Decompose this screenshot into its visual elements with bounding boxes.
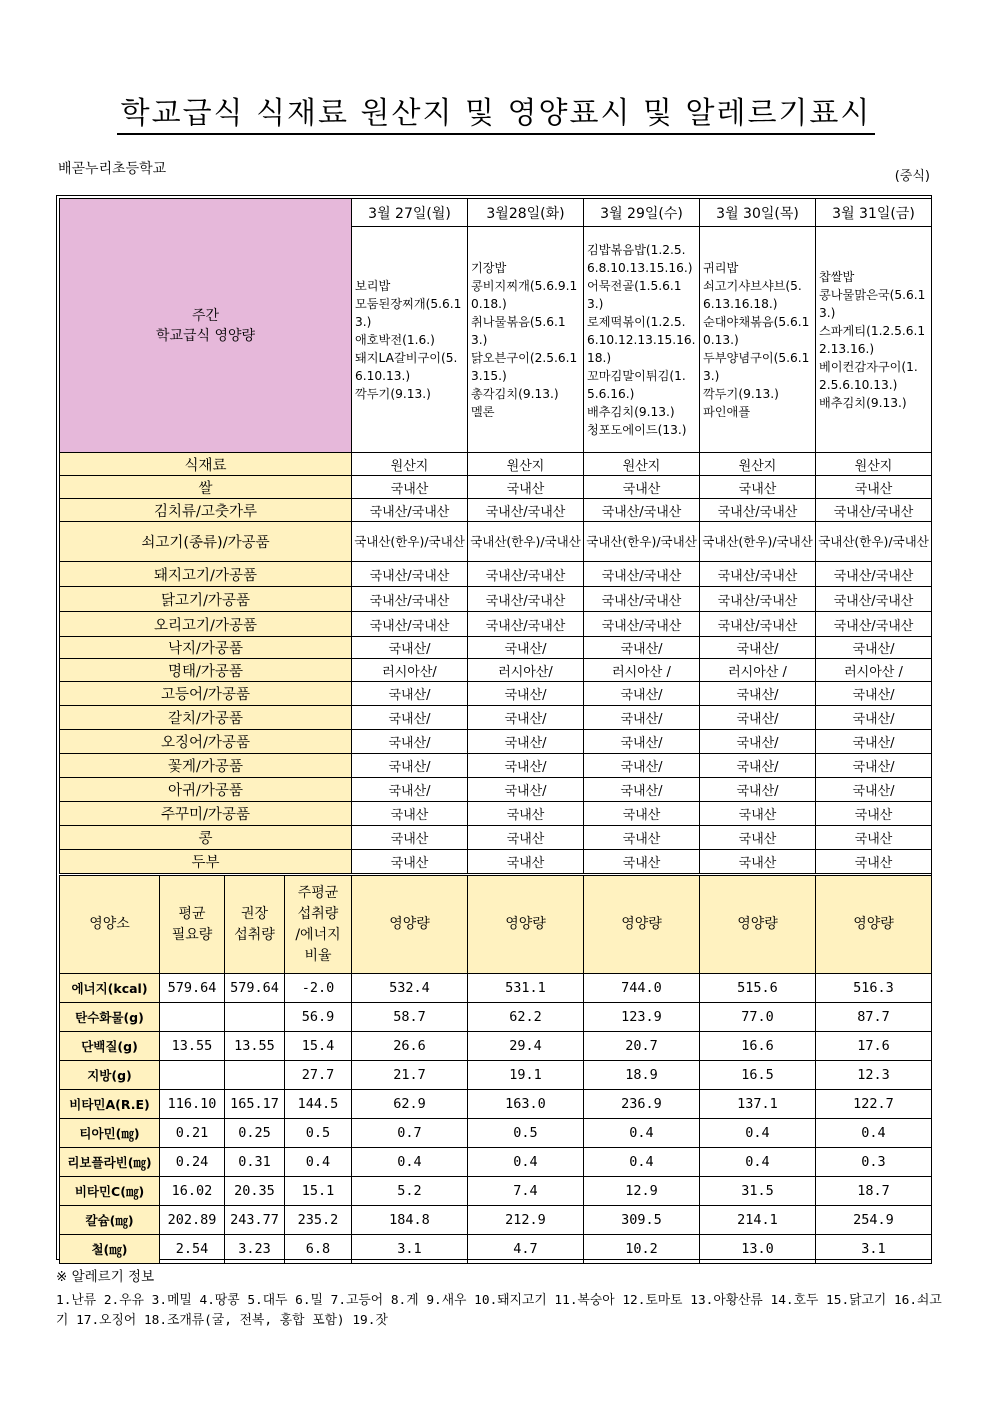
origin-value: 국내산 [584, 850, 700, 874]
origin-value: 국내산/국내산 [584, 562, 700, 587]
origin-value: 국내산/국내산 [468, 612, 584, 637]
origin-value: 러시아산/ [468, 659, 584, 682]
nutrition-header-avg: 평균 필요량 [160, 876, 225, 974]
origin-value: 국내산 [468, 826, 584, 850]
daily-nutrition-value: 62.9 [352, 1090, 468, 1119]
origin-value: 국내산/국내산 [816, 562, 932, 587]
daily-nutrition-value: 58.7 [352, 1003, 468, 1032]
origin-value: 국내산(한우)/국내산 [584, 522, 700, 562]
nutrient-name: 철(㎎) [60, 1235, 160, 1264]
origin-value: 국내산/ [700, 637, 816, 659]
origin-value: 국내산 [816, 850, 932, 874]
ingredient-name: 주꾸미/가공품 [60, 802, 352, 826]
nutrition-header-amount: 영양량 [468, 876, 584, 974]
avg-requirement: 13.55 [160, 1032, 225, 1061]
day-header: 3월 30일(목) [700, 199, 816, 227]
origin-value: 국내산/ [584, 706, 700, 730]
origin-row [60, 826, 932, 850]
nutrition-row [60, 1090, 932, 1119]
origin-value: 국내산 [352, 850, 468, 874]
origin-value: 국내산/ [816, 754, 932, 778]
origin-row [60, 522, 932, 562]
nutrient-name: 비타민A(R.E) [60, 1090, 160, 1119]
weekly-average: 15.1 [285, 1177, 352, 1206]
menu-origin-table [59, 198, 932, 874]
origin-value: 국내산/ [352, 706, 468, 730]
recommended-intake: 243.77 [225, 1206, 285, 1235]
weekly-average: 6.8 [285, 1235, 352, 1264]
nutrition-header-nutrient: 영양소 [60, 876, 160, 974]
daily-nutrition-value: 3.1 [352, 1235, 468, 1264]
nutrient-name: 에너지(kcal) [60, 974, 160, 1003]
daily-nutrition-value: 31.5 [700, 1177, 816, 1206]
origin-value: 국내산/국내산 [816, 499, 932, 522]
day-menu: 김밥볶음밥(1.2.5.6.8.10.13.15.16.) 어묵전골(1.5.6.13.) 로제떡볶이(1.2.5.6.10.12.13.15.16.18.) 꼬마김말이튀김(1.5.6.16.) 배추김치(9.13.) 청포도에이드(13.) [584, 227, 700, 453]
origin-value: 국내산 [700, 802, 816, 826]
daily-nutrition-value: 5.2 [352, 1177, 468, 1206]
origin-value: 국내산 [700, 850, 816, 874]
ingredient-name: 콩 [60, 826, 352, 850]
daily-nutrition-value: 0.3 [816, 1148, 932, 1177]
daily-nutrition-value: 184.8 [352, 1206, 468, 1235]
ingredient-name: 닭고기/가공품 [60, 587, 352, 612]
origin-value: 국내산/국내산 [352, 562, 468, 587]
origin-value: 러시아산/ [352, 659, 468, 682]
origin-value: 국내산 [352, 826, 468, 850]
origin-value: 국내산/ [468, 682, 584, 706]
recommended-intake: 579.64 [225, 974, 285, 1003]
daily-nutrition-value: 12.3 [816, 1061, 932, 1090]
school-name: 배곧누리초등학교 [58, 161, 167, 177]
daily-nutrition-value: 254.9 [816, 1206, 932, 1235]
origin-value: 국내산/국내산 [584, 587, 700, 612]
origin-col-header: 원산지 [352, 453, 468, 476]
origin-row [60, 730, 932, 754]
day-menu: 귀리밥 쇠고기샤브샤브(5.6.13.16.18.) 순대야채볶음(5.6.10.13.) 두부양념구이(5.6.13.) 깍두기(9.13.) 파인애플 [700, 227, 816, 453]
origin-value: 국내산/ [584, 754, 700, 778]
weekly-average: -2.0 [285, 974, 352, 1003]
day-header: 3월28일(화) [468, 199, 584, 227]
ingredient-name: 낙지/가공품 [60, 637, 352, 659]
daily-nutrition-value: 123.9 [584, 1003, 700, 1032]
origin-value: 러시아산 / [700, 659, 816, 682]
nutrient-name: 티아민(㎎) [60, 1119, 160, 1148]
ingredient-name: 돼지고기/가공품 [60, 562, 352, 587]
daily-nutrition-value: 16.5 [700, 1061, 816, 1090]
origin-value: 국내산/ [352, 730, 468, 754]
day-header: 3월 29일(수) [584, 199, 700, 227]
origin-value: 국내산 [352, 802, 468, 826]
daily-nutrition-value: 16.6 [700, 1032, 816, 1061]
daily-nutrition-value: 18.7 [816, 1177, 932, 1206]
daily-nutrition-value: 0.4 [700, 1119, 816, 1148]
nutrition-row [60, 1032, 932, 1061]
origin-value: 국내산/ [584, 730, 700, 754]
origin-value: 국내산/ [468, 706, 584, 730]
avg-requirement [160, 1003, 225, 1032]
ingredient-name: 고등어/가공품 [60, 682, 352, 706]
nutrition-header-rec: 권장 섭취량 [225, 876, 285, 974]
daily-nutrition-value: 137.1 [700, 1090, 816, 1119]
origin-value: 국내산 [468, 850, 584, 874]
origin-value: 국내산/국내산 [352, 499, 468, 522]
origin-col-header: 원산지 [584, 453, 700, 476]
origin-row [60, 476, 932, 499]
origin-value: 국내산 [468, 476, 584, 499]
origin-col-header: 원산지 [468, 453, 584, 476]
recommended-intake: 0.31 [225, 1148, 285, 1177]
origin-value: 국내산(한우)/국내산 [700, 522, 816, 562]
nutrition-header-amount: 영양량 [700, 876, 816, 974]
daily-nutrition-value: 122.7 [816, 1090, 932, 1119]
origin-value: 국내산/ [468, 730, 584, 754]
day-header: 3월 27일(월) [352, 199, 468, 227]
weekly-average: 27.7 [285, 1061, 352, 1090]
origin-row [60, 850, 932, 874]
daily-nutrition-value: 10.2 [584, 1235, 700, 1264]
origin-value: 국내산/국내산 [352, 587, 468, 612]
origin-value: 국내산/국내산 [700, 562, 816, 587]
origin-value: 국내산/ [700, 706, 816, 730]
origin-value: 국내산 [352, 476, 468, 499]
allergy-list: 1.난류 2.우유 3.메밀 4.땅콩 5.대두 6.밀 7.고등어 8.게 9.새우 10.돼지고기 11.복숭아 12.토마토 13.아황산류 14.호두 15.닭고기 16.쇠고기 17.오징어 18.조개류(굴, 전복, 홍합 포함) 19.잣 [56, 1293, 942, 1328]
recommended-intake [225, 1003, 285, 1032]
nutrition-header-amount: 영양량 [352, 876, 468, 974]
origin-ingredient-header: 식재료 [60, 453, 352, 476]
nutrition-row [60, 1119, 932, 1148]
meal-type: (중식) [894, 169, 930, 184]
origin-value: 국내산 [584, 802, 700, 826]
origin-value: 국내산 [816, 476, 932, 499]
origin-value: 국내산 [700, 826, 816, 850]
recommended-intake: 3.23 [225, 1235, 285, 1264]
origin-value: 국내산/ [584, 778, 700, 802]
daily-nutrition-value: 0.4 [352, 1148, 468, 1177]
nutrition-row [60, 1177, 932, 1206]
day-menu: 찹쌀밥 콩나물맑은국(5.6.13.) 스파게티(1.2.5.6.12.13.16.) 베이컨감자구이(1.2.5.6.10.13.) 배추김치(9.13.) [816, 227, 932, 453]
daily-nutrition-value: 3.1 [816, 1235, 932, 1264]
nutrition-header-weekly: 주평균 섭취량 /에너지 비율 [285, 876, 352, 974]
nutrient-name: 리보플라빈(㎎) [60, 1148, 160, 1177]
daily-nutrition-value: 0.5 [468, 1119, 584, 1148]
recommended-intake: 20.35 [225, 1177, 285, 1206]
avg-requirement: 0.24 [160, 1148, 225, 1177]
origin-value: 국내산/국내산 [584, 499, 700, 522]
daily-nutrition-value: 0.7 [352, 1119, 468, 1148]
daily-nutrition-value: 77.0 [700, 1003, 816, 1032]
origin-value: 국내산/국내산 [816, 587, 932, 612]
origin-value: 국내산/ [700, 754, 816, 778]
day-header: 3월 31일(금) [816, 199, 932, 227]
origin-value: 국내산/ [816, 778, 932, 802]
origin-value: 국내산/ [816, 637, 932, 659]
ingredient-name: 김치류/고춧가루 [60, 499, 352, 522]
origin-value: 국내산 [700, 476, 816, 499]
origin-value: 국내산 [584, 476, 700, 499]
nutrition-row [60, 1148, 932, 1177]
avg-requirement: 0.21 [160, 1119, 225, 1148]
avg-requirement: 579.64 [160, 974, 225, 1003]
avg-requirement: 16.02 [160, 1177, 225, 1206]
daily-nutrition-value: 21.7 [352, 1061, 468, 1090]
origin-col-header: 원산지 [700, 453, 816, 476]
origin-value: 국내산/국내산 [816, 612, 932, 637]
nutrient-name: 지방(g) [60, 1061, 160, 1090]
allergy-title: ※ 알레르기 정보 [56, 1269, 155, 1285]
nutrition-table [59, 875, 932, 1264]
origin-value: 러시아산 / [584, 659, 700, 682]
daily-nutrition-value: 0.4 [584, 1119, 700, 1148]
daily-nutrition-value: 0.4 [584, 1148, 700, 1177]
ingredient-name: 아귀/가공품 [60, 778, 352, 802]
avg-requirement [160, 1061, 225, 1090]
origin-value: 국내산 [584, 826, 700, 850]
weekly-average: 144.5 [285, 1090, 352, 1119]
origin-value: 국내산/ [468, 637, 584, 659]
origin-row [60, 637, 932, 659]
origin-value: 국내산(한우)/국내산 [468, 522, 584, 562]
origin-value: 국내산/국내산 [468, 562, 584, 587]
origin-header-row [60, 453, 932, 476]
daily-nutrition-value: 0.4 [468, 1148, 584, 1177]
daily-nutrition-value: 212.9 [468, 1206, 584, 1235]
origin-row [60, 659, 932, 682]
origin-value: 국내산/ [700, 778, 816, 802]
origin-value: 국내산/ [584, 682, 700, 706]
nutrition-row [60, 1235, 932, 1264]
daily-nutrition-value: 744.0 [584, 974, 700, 1003]
avg-requirement: 116.10 [160, 1090, 225, 1119]
origin-value: 국내산 [816, 826, 932, 850]
nutrition-row [60, 1206, 932, 1235]
nutrition-row [60, 1003, 932, 1032]
origin-value: 국내산(한우)/국내산 [816, 522, 932, 562]
origin-value: 국내산/ [700, 730, 816, 754]
origin-row [60, 612, 932, 637]
origin-row [60, 802, 932, 826]
daily-nutrition-value: 163.0 [468, 1090, 584, 1119]
origin-col-header: 원산지 [816, 453, 932, 476]
recommended-intake: 165.17 [225, 1090, 285, 1119]
origin-row [60, 754, 932, 778]
weekly-average: 56.9 [285, 1003, 352, 1032]
avg-requirement: 202.89 [160, 1206, 225, 1235]
daily-nutrition-value: 309.5 [584, 1206, 700, 1235]
nutrition-header-row [60, 876, 932, 974]
daily-nutrition-value: 4.7 [468, 1235, 584, 1264]
ingredient-name: 오리고기/가공품 [60, 612, 352, 637]
ingredient-name: 쌀 [60, 476, 352, 499]
recommended-intake: 13.55 [225, 1032, 285, 1061]
nutrient-name: 칼슘(㎎) [60, 1206, 160, 1235]
daily-nutrition-value: 20.7 [584, 1032, 700, 1061]
origin-value: 국내산/국내산 [700, 587, 816, 612]
daily-nutrition-value: 13.0 [700, 1235, 816, 1264]
origin-value: 국내산/ [584, 637, 700, 659]
origin-row [60, 499, 932, 522]
origin-value: 국내산/ [816, 730, 932, 754]
origin-value: 국내산/국내산 [468, 499, 584, 522]
origin-value: 국내산/ [352, 682, 468, 706]
origin-row [60, 682, 932, 706]
ingredient-name: 꽃게/가공품 [60, 754, 352, 778]
day-menu: 기장밥 콩비지찌개(5.6.9.10.18.) 취나물볶음(5.6.13.) 닭오븐구이(2.5.6.13.15.) 총각김치(9.13.) 멜론 [468, 227, 584, 453]
recommended-intake [225, 1061, 285, 1090]
origin-value: 국내산/국내산 [700, 612, 816, 637]
origin-value: 국내산/ [352, 754, 468, 778]
origin-value: 국내산(한우)/국내산 [352, 522, 468, 562]
daily-nutrition-value: 7.4 [468, 1177, 584, 1206]
origin-row [60, 587, 932, 612]
daily-nutrition-value: 12.9 [584, 1177, 700, 1206]
ingredient-name: 명태/가공품 [60, 659, 352, 682]
origin-row [60, 562, 932, 587]
daily-nutrition-value: 532.4 [352, 974, 468, 1003]
nutrient-name: 단백질(g) [60, 1032, 160, 1061]
weekly-nutrition-label: 주간 학교급식 영양량 [60, 199, 352, 453]
daily-nutrition-value: 17.6 [816, 1032, 932, 1061]
origin-value: 국내산 [816, 802, 932, 826]
origin-value: 러시아산 / [816, 659, 932, 682]
origin-value: 국내산/ [352, 637, 468, 659]
origin-value: 국내산/국내산 [584, 612, 700, 637]
daily-nutrition-value: 515.6 [700, 974, 816, 1003]
daily-nutrition-value: 18.9 [584, 1061, 700, 1090]
nutrient-name: 비타민C(㎎) [60, 1177, 160, 1206]
nutrition-header-amount: 영양량 [816, 876, 932, 974]
daily-nutrition-value: 531.1 [468, 974, 584, 1003]
origin-value: 국내산/ [468, 754, 584, 778]
daily-nutrition-value: 62.2 [468, 1003, 584, 1032]
daily-nutrition-value: 516.3 [816, 974, 932, 1003]
origin-value: 국내산/ [352, 778, 468, 802]
origin-value: 국내산/ [816, 706, 932, 730]
daily-nutrition-value: 87.7 [816, 1003, 932, 1032]
origin-value: 국내산/국내산 [700, 499, 816, 522]
nutrition-row [60, 974, 932, 1003]
daily-nutrition-value: 29.4 [468, 1032, 584, 1061]
origin-value: 국내산/ [468, 778, 584, 802]
origin-value: 국내산/국내산 [468, 587, 584, 612]
origin-value: 국내산/ [816, 682, 932, 706]
daily-nutrition-value: 214.1 [700, 1206, 816, 1235]
origin-value: 국내산 [468, 802, 584, 826]
ingredient-name: 두부 [60, 850, 352, 874]
origin-value: 국내산/국내산 [352, 612, 468, 637]
origin-row [60, 706, 932, 730]
weekly-average: 235.2 [285, 1206, 352, 1235]
day-header-row [60, 199, 932, 227]
daily-nutrition-value: 26.6 [352, 1032, 468, 1061]
weekly-average: 0.4 [285, 1148, 352, 1177]
weekly-average: 15.4 [285, 1032, 352, 1061]
page-title: 학교급식 식재료 원산지 및 영양표시 및 알레르기표시 [0, 88, 992, 132]
origin-value: 국내산/ [700, 682, 816, 706]
recommended-intake: 0.25 [225, 1119, 285, 1148]
ingredient-name: 오징어/가공품 [60, 730, 352, 754]
day-menu: 보리밥 모둠된장찌개(5.6.13.) 애호박전(1.6.) 돼지LA갈비구이(5.6.10.13.) 깍두기(9.13.) [352, 227, 468, 453]
daily-nutrition-value: 0.4 [700, 1148, 816, 1177]
nutrient-name: 탄수화물(g) [60, 1003, 160, 1032]
daily-nutrition-value: 19.1 [468, 1061, 584, 1090]
nutrition-row [60, 1061, 932, 1090]
ingredient-name: 갈치/가공품 [60, 706, 352, 730]
daily-nutrition-value: 236.9 [584, 1090, 700, 1119]
ingredient-name: 쇠고기(종류)/가공품 [60, 522, 352, 562]
daily-nutrition-value: 0.4 [816, 1119, 932, 1148]
weekly-average: 0.5 [285, 1119, 352, 1148]
origin-row [60, 778, 932, 802]
avg-requirement: 2.54 [160, 1235, 225, 1264]
nutrition-header-amount: 영양량 [584, 876, 700, 974]
